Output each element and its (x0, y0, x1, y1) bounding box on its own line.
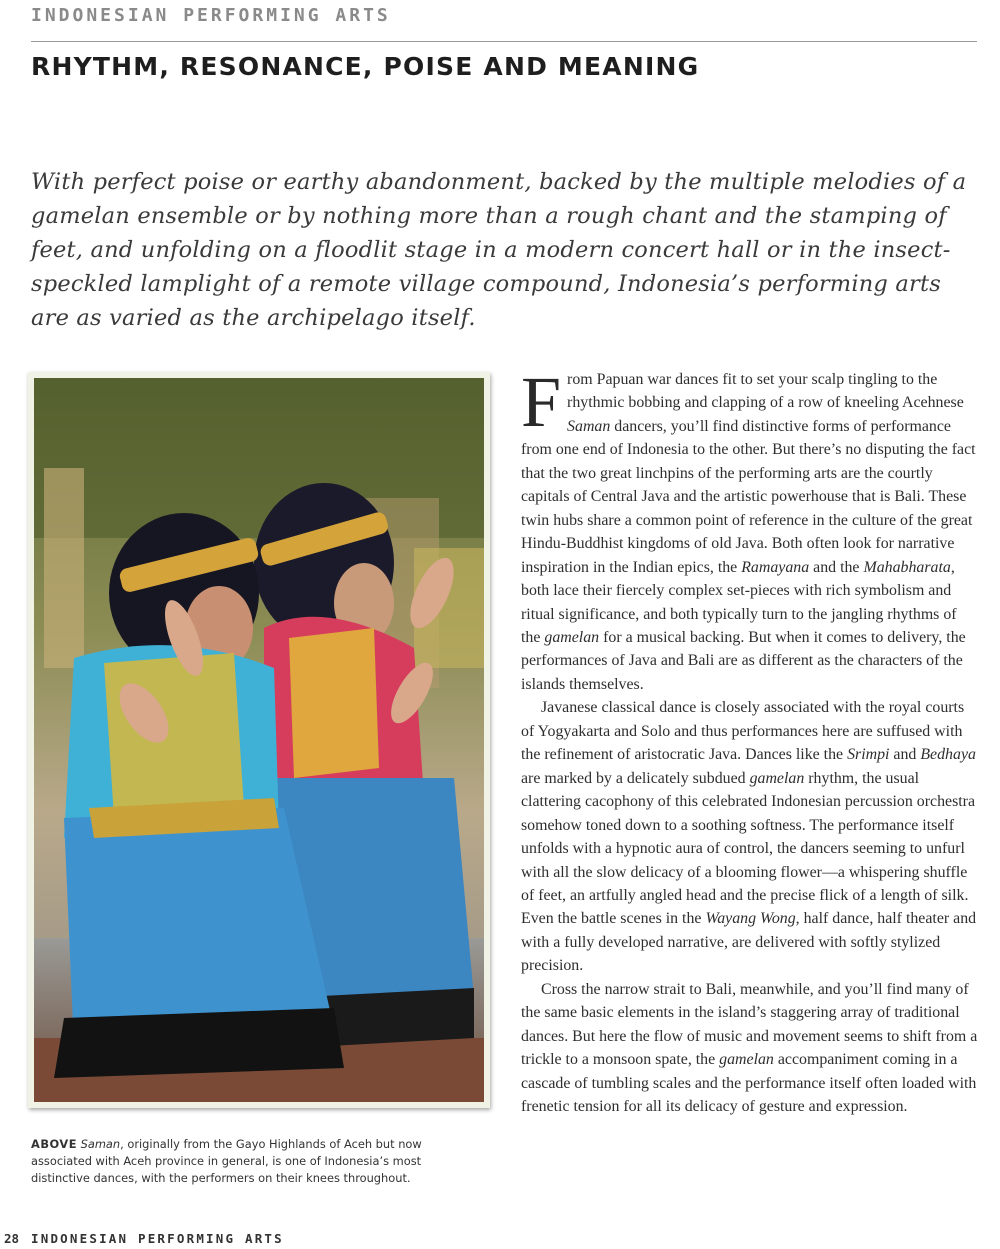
body-text: rom Papuan war dances fit to set your scalp tingling to the rhythmic bobbing and clapping of a row of kneeling Acehnese (567, 371, 964, 412)
body-text: , both lace their fiercely complex set-pieces with rich symbolism and ritual significance, and both typically turn to the jangling rhythms of the (521, 558, 957, 646)
body-text: dancers, you’ll find distinctive forms of performance from one end of Indonesia to the other. But there’s no disputing the fact that the two great linchpins of the performing arts are the courtly capitals of Central Java and the artistic powerhouse that is Bali. These twin hubs share a common point of reference in the culture of the great Hindu-Buddhist kingdoms of old Java. Both often look for narrative inspiration in the Indian epics, the (521, 417, 976, 576)
body-italic: Bedhaya (920, 746, 976, 764)
body-text: rhythm, the usual clattering cacophony of this celebrated Indonesian percussion orchestra somehow toned down to a soothing softness. The performance itself unfolds with a hypnotic aura of control, the dancers seeming to unfurl with all the slow delicacy of a blooming flower—a whispering shuffle of feet, an artfully angled head and the precise flick of a length of silk. Even the battle scenes in the (521, 769, 976, 928)
drop-cap: F (521, 362, 562, 442)
photo-frame (28, 372, 490, 1108)
body-text: for a musical backing. But when it comes to delivery, the performances of Java and Bali are as different as the characters of the islands themselves. (521, 628, 966, 693)
body-italic: Wayang Wong (705, 910, 796, 928)
body-italic: Mahabharata (863, 558, 951, 576)
body-column (521, 362, 978, 1119)
body-text: are marked by a delicately subdued (521, 769, 750, 787)
body-paragraph-2 (521, 696, 978, 977)
page-title: RHYTHM, RESONANCE, POISE AND MEANING (31, 52, 700, 81)
caption-lead: ABOVE (31, 1137, 77, 1151)
caption-text: , originally from the Gayo Highlands of Aceh but now associated with Aceh province in general, is one of Indonesia’s most distinctive dances, with the performers on their knees throughout. (31, 1137, 422, 1185)
body-text: Cross the narrow strait to Bali, meanwhile, and you’ll find many of the same basic elements in the island’s staggering array of traditional dances. But here the flow of music and movement seems to shift from a trickle to a monsoon spate, the (521, 980, 978, 1069)
body-paragraph-1 (521, 362, 978, 696)
intro-paragraph: With perfect poise or earthy abandonment, backed by the multiple melodies of a gamelan ensemble or by nothing more than a rough chant and the stamping of feet, and unfolding on a floodlit stage in a modern concert hall or in the insect-speckled lamplight of a remote village compound, Indonesia’s performing arts are as varied as the archipelago itself. (31, 169, 967, 331)
body-text: and the (809, 558, 864, 576)
body-italic: Ramayana (741, 558, 810, 576)
page-number: 28 (4, 1231, 20, 1246)
body-text: accompaniment coming in a cascade of tumbling scales and the performance itself often loaded with frenetic tension for all its delicacy of gesture and expression. (521, 1051, 977, 1116)
footer-title: INDONESIAN PERFORMING ARTS (31, 1231, 284, 1246)
header-rule (31, 41, 977, 42)
body-text: Javanese classical dance is closely associated with the royal courts of Yogyakarta and Solo and thus performances here are suffused with the refinement of aristocratic Java. Dances like the (521, 699, 965, 764)
body-italic: gamelan (719, 1051, 774, 1069)
body-italic: gamelan (749, 769, 805, 787)
body-italic: Saman (567, 417, 611, 435)
caption-italic: Saman (80, 1137, 121, 1151)
body-paragraph-3 (521, 978, 978, 1119)
saman-dancers-photo (34, 378, 484, 1102)
body-italic: gamelan (544, 628, 600, 646)
body-italic: Srimpi (847, 746, 890, 764)
body-text: and (889, 746, 921, 764)
body-text: , half dance, half theater and with a fully developed narrative, are delivered with softly stylized precision. (521, 910, 977, 975)
running-head: INDONESIAN PERFORMING ARTS (31, 5, 391, 26)
photo-caption (31, 1136, 471, 1187)
